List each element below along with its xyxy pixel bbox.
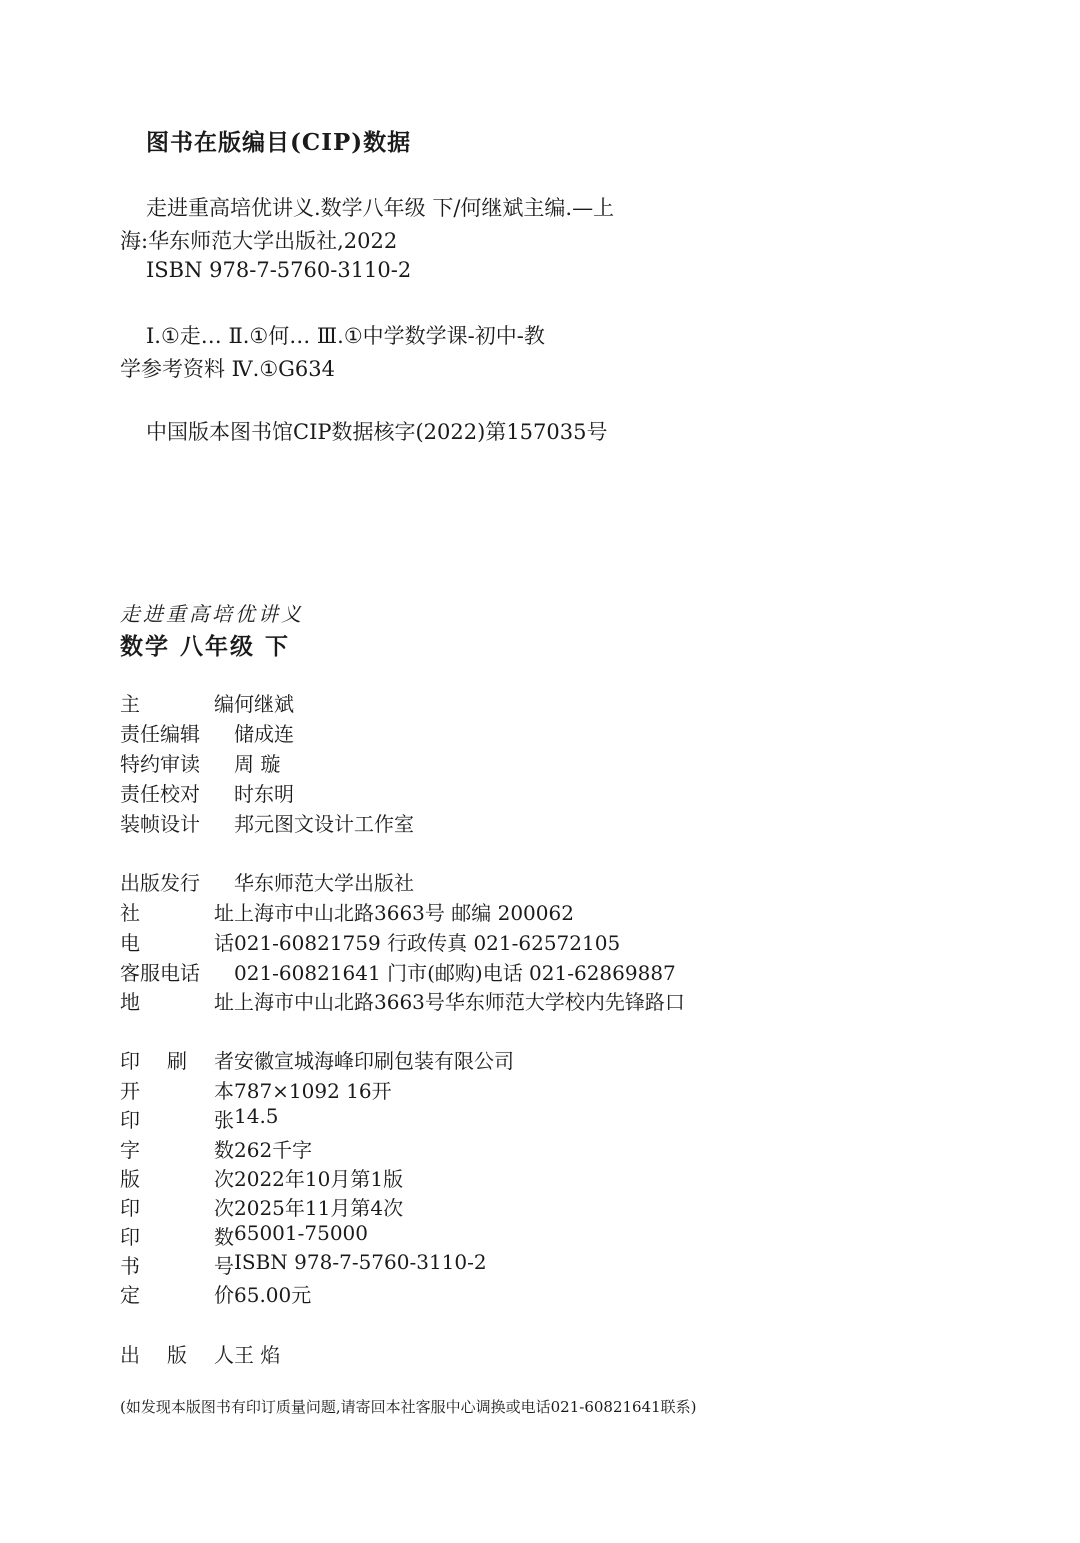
publishing-value: 华东师范大学出版社 (234, 871, 414, 895)
credit-value: 储成连 (234, 722, 294, 746)
credit-label: 责任校对 (120, 782, 200, 806)
credit-row (120, 718, 294, 747)
credit-row (120, 778, 294, 807)
credit-label: 责任编辑 (120, 722, 200, 746)
printing-value: 262千字 (234, 1138, 313, 1162)
printing-label: 定 价 (120, 1283, 234, 1307)
credit-value: 邦元图文设计工作室 (234, 812, 414, 836)
credit-value: 何继斌 (234, 692, 294, 716)
printing-label: 印 次 (120, 1196, 234, 1220)
printing-value: 14.5 (234, 1104, 279, 1128)
credit-row (120, 748, 280, 777)
credit-row (120, 688, 294, 717)
printing-value: 65.00元 (234, 1283, 312, 1307)
publishing-value: 021-60821759 行政传真 021-62572105 (234, 931, 621, 955)
credit-label: 特约审读 (120, 752, 200, 776)
printing-row (120, 1104, 279, 1133)
cip-classification-2: 学参考资料 Ⅳ.①G634 (120, 357, 336, 381)
book-title: 数学 八年级 下 (120, 633, 291, 660)
publishing-label: 出版发行 (120, 871, 200, 895)
printing-label: 印 张 (120, 1108, 234, 1132)
publishing-row (120, 957, 676, 986)
printing-value: 65001-75000 (234, 1221, 369, 1245)
printing-value: 787×1092 16开 (234, 1079, 392, 1103)
cip-isbn: ISBN 978-7-5760-3110-2 (146, 258, 412, 282)
printing-label: 印 刷 者 (120, 1049, 234, 1073)
publishing-row (120, 897, 574, 926)
publishing-value: 上海市中山北路3663号华东师范大学校内先锋路口 (234, 990, 685, 1014)
printing-row (120, 1250, 487, 1279)
credit-value: 周 璇 (234, 752, 281, 776)
credit-label: 装帧设计 (120, 812, 200, 836)
printing-label: 字 数 (120, 1138, 234, 1162)
publishing-label: 电 话 (120, 931, 234, 955)
printing-value: ISBN 978-7-5760-3110-2 (234, 1250, 487, 1274)
publisher-name: 王 焰 (234, 1343, 281, 1367)
printing-label: 印 数 (120, 1225, 234, 1249)
publisher-row (120, 1339, 280, 1368)
cip-line-2: 海:华东师范大学出版社,2022 (120, 229, 398, 253)
printing-value: 安徽宣城海峰印刷包装有限公司 (234, 1049, 514, 1073)
publisher-label: 出 版 人 (120, 1343, 234, 1367)
printing-row (120, 1134, 312, 1163)
cip-record-number: 中国版本图书馆CIP数据核字(2022)第157035号 (146, 420, 608, 444)
printing-value: 2025年11月第4次 (234, 1196, 404, 1220)
credit-label: 主 编 (120, 692, 234, 716)
printing-row (120, 1163, 403, 1192)
printing-value: 2022年10月第1版 (234, 1167, 404, 1191)
printing-label: 书 号 (120, 1254, 234, 1278)
publishing-label: 社 址 (120, 901, 234, 925)
credit-row (120, 808, 414, 837)
quality-note: (如发现本版图书有印订质量问题,请寄回本社客服中心调换或电话021-60821641联系) (120, 1398, 697, 1416)
printing-row (120, 1192, 403, 1221)
cip-title: 图书在版编目(CIP)数据 (146, 129, 412, 156)
printing-row (120, 1221, 368, 1250)
publishing-value: 上海市中山北路3663号 邮编 200062 (234, 901, 574, 925)
publishing-label: 客服电话 (120, 961, 200, 985)
printing-label: 开 本 (120, 1079, 234, 1103)
cip-classification-1: Ⅰ.①走… Ⅱ.①何… Ⅲ.①中学数学课-初中-教 (146, 324, 545, 348)
cip-line-1: 走进重高培优讲义.数学八年级 下/何继斌主编.—上 (146, 196, 615, 220)
publishing-row (120, 927, 620, 956)
publishing-value: 021-60821641 门市(邮购)电话 021-62869887 (234, 961, 676, 985)
publishing-row (120, 867, 414, 896)
credit-value: 时东明 (234, 782, 294, 806)
publishing-row (120, 986, 685, 1015)
book-series: 走进重高培优讲义 (120, 602, 304, 626)
printing-row (120, 1045, 514, 1074)
printing-row (120, 1279, 311, 1308)
publishing-label: 地 址 (120, 990, 234, 1014)
printing-row (120, 1075, 392, 1104)
printing-label: 版 次 (120, 1167, 234, 1191)
